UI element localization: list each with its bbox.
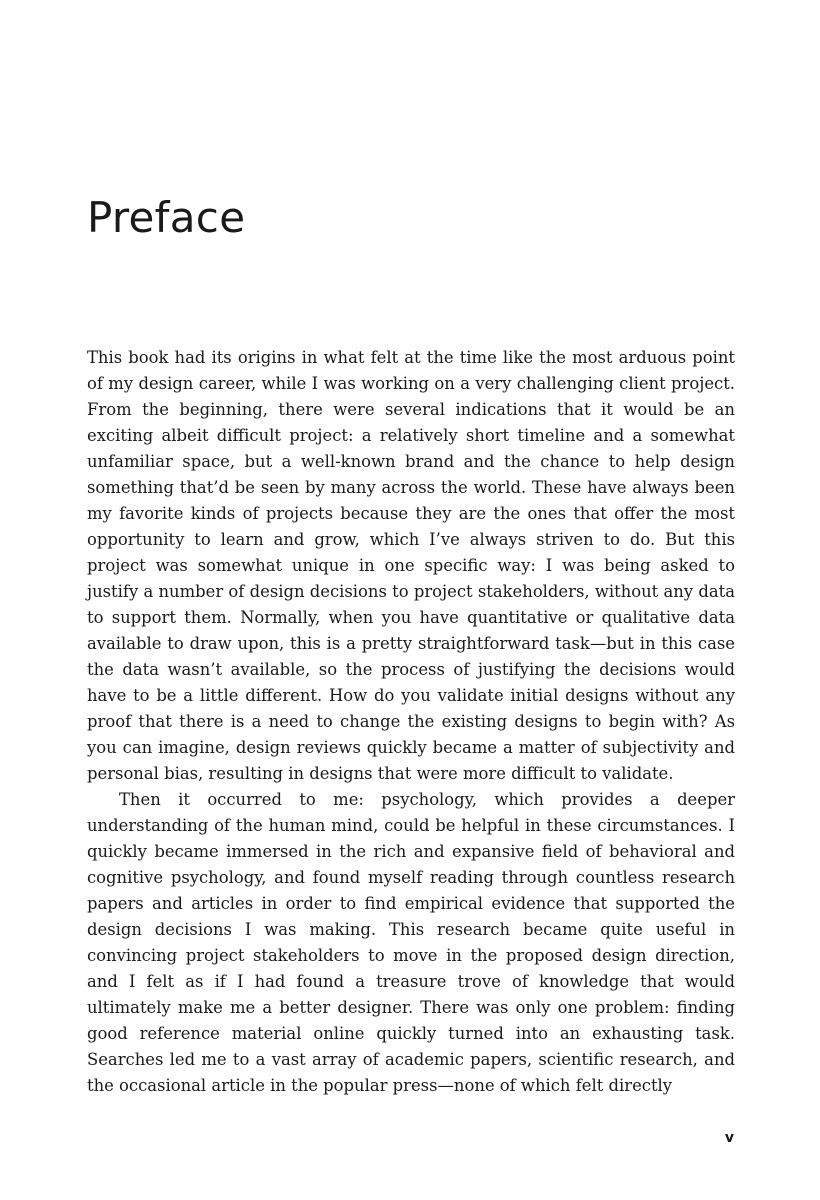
page-number: v [724,1130,734,1146]
paragraph-1: This book had its origins in what felt at the time like the most arduous point of my design career, while I was working on a very challenging client project. From the beginning, there were several indications that it would be an exciting albeit difficult project: a relatively short timeline and a somewhat unfamiliar space, but a well-known brand and the chance to help design something that’d be seen by many across the world. These have always been my favorite kinds of projects because they are the ones that offer the most opportunity to learn and grow, which I’ve always striven to do. But this project was somewhat unique in one specific way: I was being asked to justify a number of design decisions to project stakeholders, without any data to support them. Normally, when you have quantitative or qualitative data available to draw upon, this is a pretty straightforward task—but in this case the data wasn’t available, so the process of justifying the decisions would have to be a little different. How do you validate initial designs without any proof that there is a need to change the existing designs to begin with? As you can imagine, design reviews quickly became a matter of subjectivity and personal bias, resulting in designs that were more difficult to validate. [87,348,735,783]
chapter-title: Preface [87,193,246,242]
paragraph-2: Then it occurred to me: psychology, which provides a deeper understanding of the human mind, could be helpful in these circumstances. I quickly became immersed in the rich and expansive field of behavioral and cognitive psychology, and found myself reading through countless research papers and articles in order to find empirical evidence that supported the design decisions I was making. This research became quite useful in convincing project stakeholders to move in the proposed design direction, and I felt as if I had found a treasure trove of knowledge that would ultimately make me a better designer. There was only one problem: finding good reference material online quickly turned into an exhausting task. Searches led me to a vast array of academic papers, scientific research, and the occasional article in the popular press—none of which felt directly [87,790,735,1095]
body-text [87,345,735,1099]
